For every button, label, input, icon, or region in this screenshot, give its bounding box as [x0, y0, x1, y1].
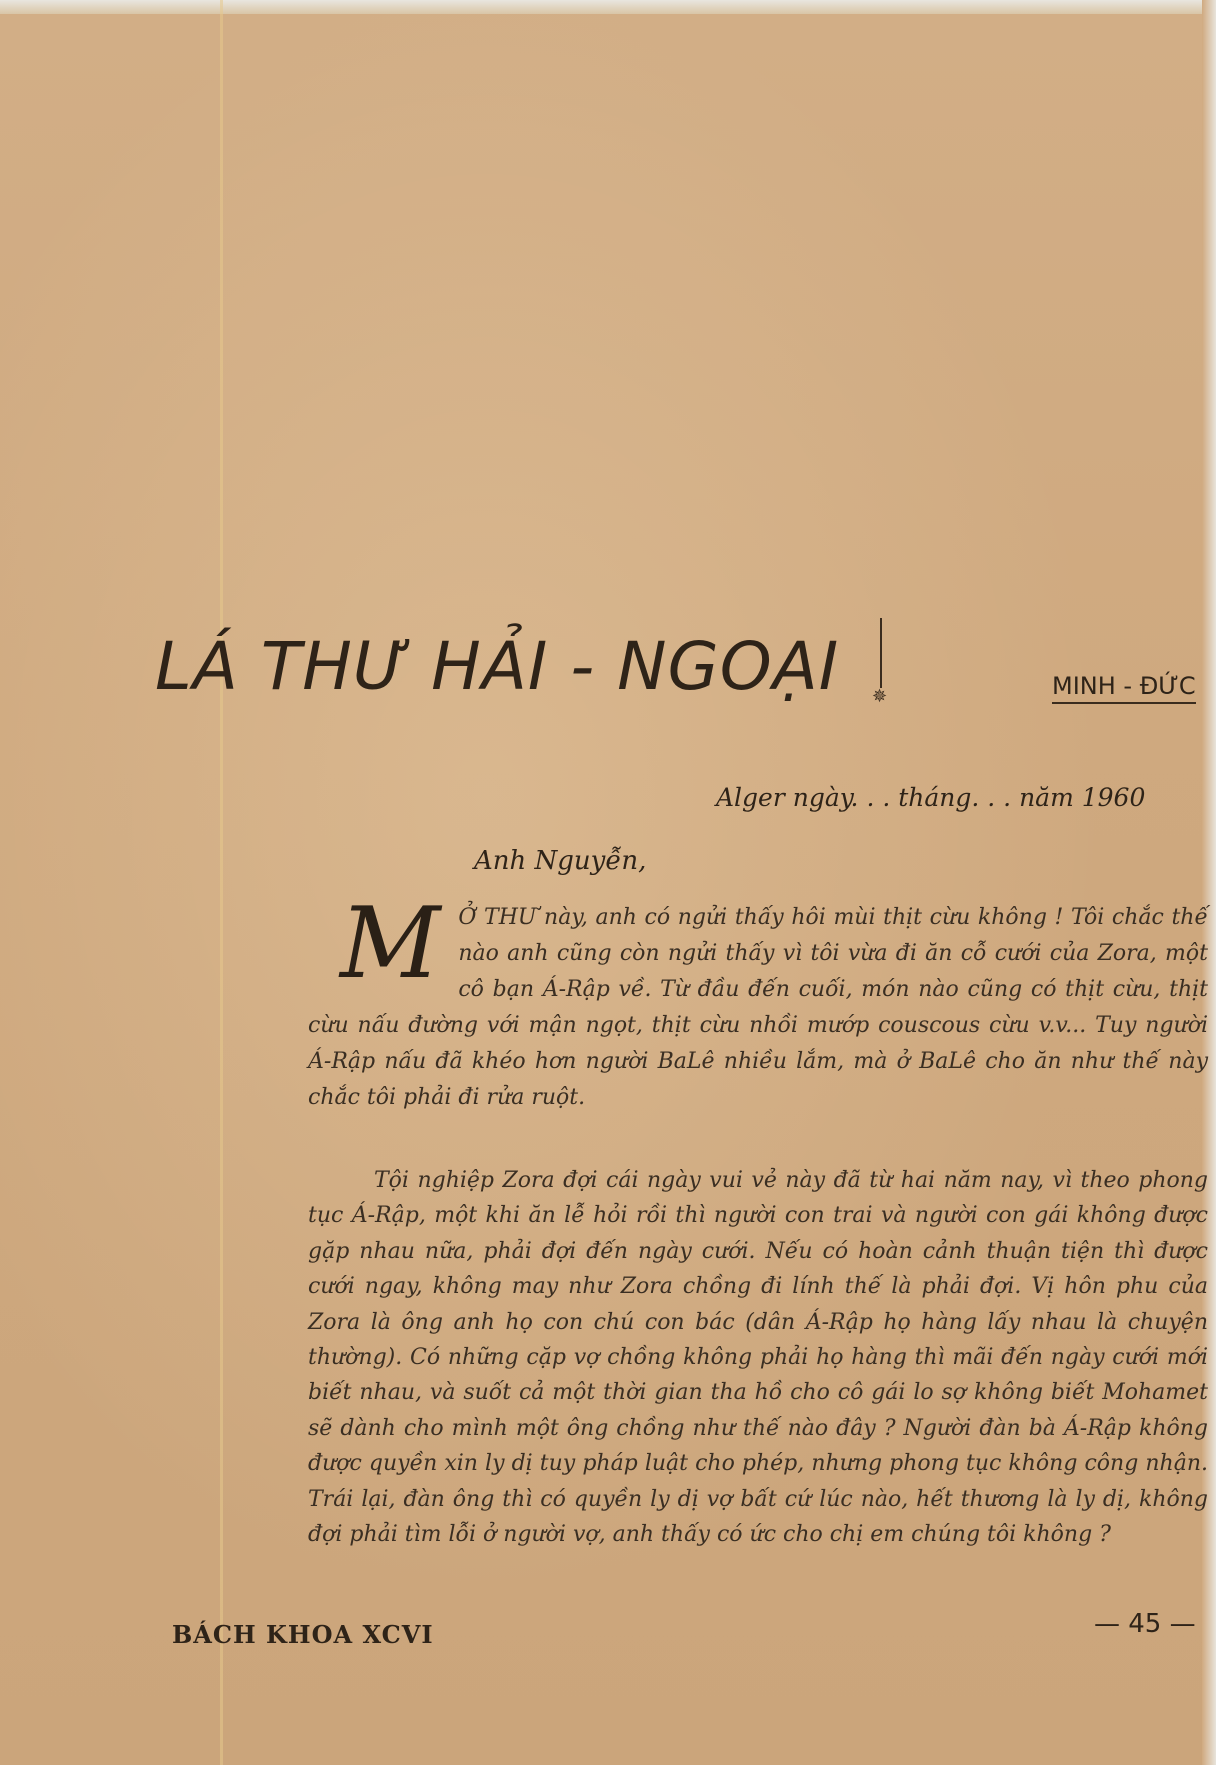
- paragraph-2: Tội nghiệp Zora đợi cái ngày vui vẻ này đã từ hai năm nay, vì theo phong tục Á-Rập, một khi ăn lễ hỏi rồi thì người con trai và người con gái không được gặp nhau nữa, phải đợi đến ngày cưới. Nếu có hoàn cảnh thuận tiện thì được cưới ngay, không may như Zora chồng đi lính thế là phải đợi. Vị hôn phu của Zora là ông anh họ con chú con bác (dân Á-Rập họ hàng lấy nhau là chuyện thường). Có những cặp vợ chồng không phải họ hàng thì mãi đến ngày cưới mới biết nhau, và suốt cả một thời gian tha hồ cho cô gái lo sợ không biết Mohamet sẽ dành cho mình một ông chồng như thế nào đây ? Người đàn bà Á-Rập không được quyền xin ly dị tuy pháp luật cho phép, nhưng phong tục không công nhận. Trái lại, đàn ông thì có quyền ly dị vợ bất cứ lúc nào, hết thương là ly dị, không đợi phải tìm lỗi ở người vợ, anh thấy có ức cho chị em chúng tôi không ?: [308, 1168, 1208, 1548]
- letter-salutation: Anh Nguyễn,: [474, 846, 647, 876]
- article-title: LÁ THƯ HẢI - NGOẠI: [155, 628, 840, 705]
- letter-dateline: Alger ngày. . . tháng. . . năm 1960: [716, 783, 1146, 812]
- star-ornament-icon: ✵: [872, 686, 888, 707]
- paragraph-1: [308, 887, 1208, 1116]
- ornament-line: [880, 618, 882, 688]
- publication-name: BÁCH KHOA XCVI: [172, 1620, 434, 1649]
- page-fold-line: [220, 0, 223, 1765]
- paragraph-1-text: Ở THƯ này, anh có ngửi thấy hôi mùi thịt cừu không ! Tôi chắc thế nào anh cũng còn ngửi thấy vì tôi vừa đi ăn cỗ cưới của Zora, một cô bạn Á-Rập về. Từ đầu đến cuối, món nào cũng có thịt cừu, thịt cừu nấu đường với mận ngọt, thịt cừu nhồi mướp couscous cừu v.v... Tuy người Á-Rập nấu đã khéo hơn người BaLê nhiều lắm, mà ở BaLê cho ăn như thế này chắc tôi phải đi rửa ruột.: [308, 905, 1208, 1110]
- article-author: MINH - ĐỨC: [1052, 672, 1196, 704]
- paper-top-edge: [0, 0, 1216, 14]
- drop-cap: M: [340, 887, 441, 1001]
- page-number: — 45 —: [1094, 1609, 1196, 1639]
- title-ornament: [872, 618, 890, 708]
